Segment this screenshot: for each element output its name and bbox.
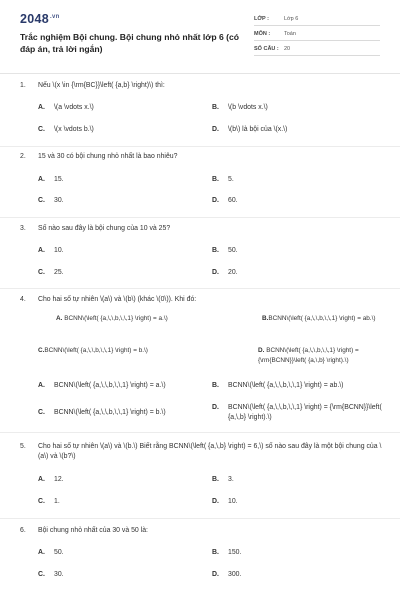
q4-statement-d: D. BCNN\(\left( {a,\,\,b,\,\,1} \right) = {\rm{BCNN}}\left( {a,\,b} \right).\)	[258, 347, 359, 364]
site-logo[interactable]: $2048^{.vn}$	[20, 12, 60, 26]
question-divider	[0, 217, 400, 218]
question-divider	[0, 146, 400, 147]
meta-subject: MÔN : Toán	[254, 28, 380, 41]
meta-question-count: SỐ CÂU : 20	[254, 43, 380, 56]
q4-statement-a: A. BCNN\(\left( {a,\,\,b,\,\,1} \right) = a.\)	[56, 315, 168, 322]
question-divider	[0, 288, 400, 289]
question-divider	[0, 518, 400, 519]
page-header	[0, 0, 400, 66]
q4-statement-c: C.BCNN\(\left( {a,\,\,b,\,\,1} \right) = b.\)	[38, 347, 148, 354]
document-title: Trắc nghiệm Bội chung. Bội chung nhỏ nhất lớp 6 (có đáp án, trả lời ngắn)	[20, 32, 240, 54]
header-separator	[0, 73, 400, 74]
q4-statement-b: B.BCNN\(\left( {a,\,\,b,\,\,1} \right) = ab.\)	[262, 315, 376, 322]
question-divider	[0, 432, 400, 433]
meta-grade: LỚP : Lớp 6	[254, 13, 380, 26]
